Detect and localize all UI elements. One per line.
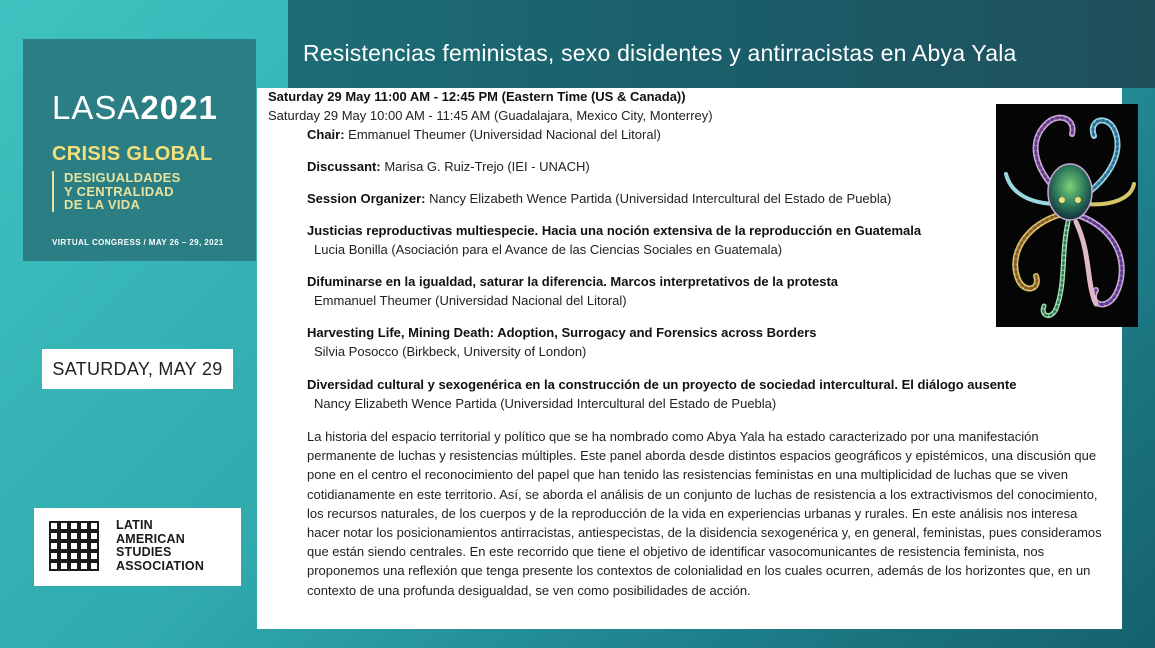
congress-dates: VIRTUAL CONGRESS / MAY 26 – 29, 2021 — [52, 238, 224, 247]
association-name-line: ASSOCIATION — [116, 558, 205, 573]
lasa-logo — [52, 89, 218, 127]
organizer-label: Session Organizer: — [307, 191, 426, 206]
paper-title: Harvesting Life, Mining Death: Adoption, Surrogacy and Forensics across Borders — [307, 325, 817, 340]
chair-label: Chair: — [307, 127, 345, 142]
paper-author: Nancy Elizabeth Wence Partida (Universidad Intercultural del Estado de Puebla) — [314, 396, 777, 411]
subtheme-line: Y CENTRALIDAD — [64, 183, 174, 199]
association-logo-box — [34, 508, 241, 586]
paper-author: Lucia Bonilla (Asociación para el Avance de las Ciencias Sociales en Guatemala) — [314, 242, 783, 257]
paper-author: Silvia Posocco (Birkbeck, University of London) — [314, 344, 587, 359]
day-label: SATURDAY, MAY 29 — [42, 349, 233, 389]
association-name-line: AMERICAN — [116, 531, 185, 546]
association-name-line: LATIN — [116, 518, 153, 532]
paper-title: Diversidad cultural y sexogenérica en la construcción de un proyecto de sociedad intercultural. El diálogo ausente — [307, 377, 1017, 392]
octopus-illustration — [996, 104, 1138, 327]
congress-theme: CRISIS GLOBAL — [52, 143, 213, 165]
organizer-row — [307, 191, 891, 206]
subtheme-line: DE LA VIDA — [64, 197, 141, 212]
association-name-line: STUDIES — [116, 545, 172, 559]
chair-value: Emmanuel Theumer (Universidad Nacional del Litoral) — [344, 127, 661, 142]
session-details-panel — [257, 88, 1122, 629]
association-name — [116, 519, 204, 573]
session-abstract: La historia del espacio territorial y político que se ha nombrado como Abya Yala ha estado caracterizado por una manifestación permanente de luchas y resistencias múltiples. Este panel aborda desde distintos espacios geográficos y epistémicos, una discusión que pone en el centro el reconocimiento del papel que han tenido las resistencias feministas en una multiplicidad de luchas que se viven cotidianamente en este territorio. Así, se aborda el análisis de un conjunto de luchas de resistencia a los extractivismos del conocimiento, los recursos naturales, de los cuerpos y de la reproducción de la vida en experiencias urbanas y rurales. En este análisis nos interesa hacer notar los posicionamientos antirracistas, antiespecistas, de la disidencia sexogenérica y, en general, feministas, pues consideramos que están siendo centrales. En este recorrido que tiene el objetivo de identificar vasocomunicantes de resistencia feminista, nos proponemos una reflexión que tenga presente los contextos de colonialidad en los cuales ocurren, además de los horizontes que, en un contexto de una profunda desigualdad, se ven como posibilidades de acción. — [307, 429, 1102, 598]
session-time-local: Saturday 29 May 10:00 AM - 11:45 AM (Guadalajara, Mexico City, Monterrey) — [268, 108, 713, 123]
octopus-artwork-icon — [996, 104, 1138, 327]
discussant-value: Marisa G. Ruiz-Trejo (IEI - UNACH) — [380, 159, 590, 174]
discussant-label: Discussant: — [307, 159, 381, 174]
discussant-row — [307, 159, 590, 174]
lasa-logo-light: LASA — [52, 89, 141, 126]
congress-subtheme — [52, 171, 181, 212]
paper-title: Justicias reproductivas multiespecie. Hacia una noción extensiva de la reproducción en Guatemala — [307, 223, 922, 238]
chair-row — [307, 127, 661, 142]
lasa-logo-year: 2021 — [140, 89, 218, 126]
organizer-value: Nancy Elizabeth Wence Partida (Universidad Intercultural del Estado de Puebla) — [425, 191, 892, 206]
paper-title: Difuminarse en la igualdad, saturar la diferencia. Marcos interpretativos de la protesta — [307, 274, 839, 289]
lasa-branding-panel — [23, 39, 256, 261]
paper-author: Emmanuel Theumer (Universidad Nacional del Litoral) — [314, 293, 627, 308]
grid-logo-icon — [49, 521, 99, 571]
session-time-eastern: Saturday 29 May 11:00 AM - 12:45 PM (Eastern Time (US & Canada)) — [268, 89, 686, 104]
session-title: Resistencias feministas, sexo disidentes y antirracistas en Abya Yala — [303, 40, 1017, 66]
subtheme-line: DESIGUALDADES — [64, 170, 181, 185]
